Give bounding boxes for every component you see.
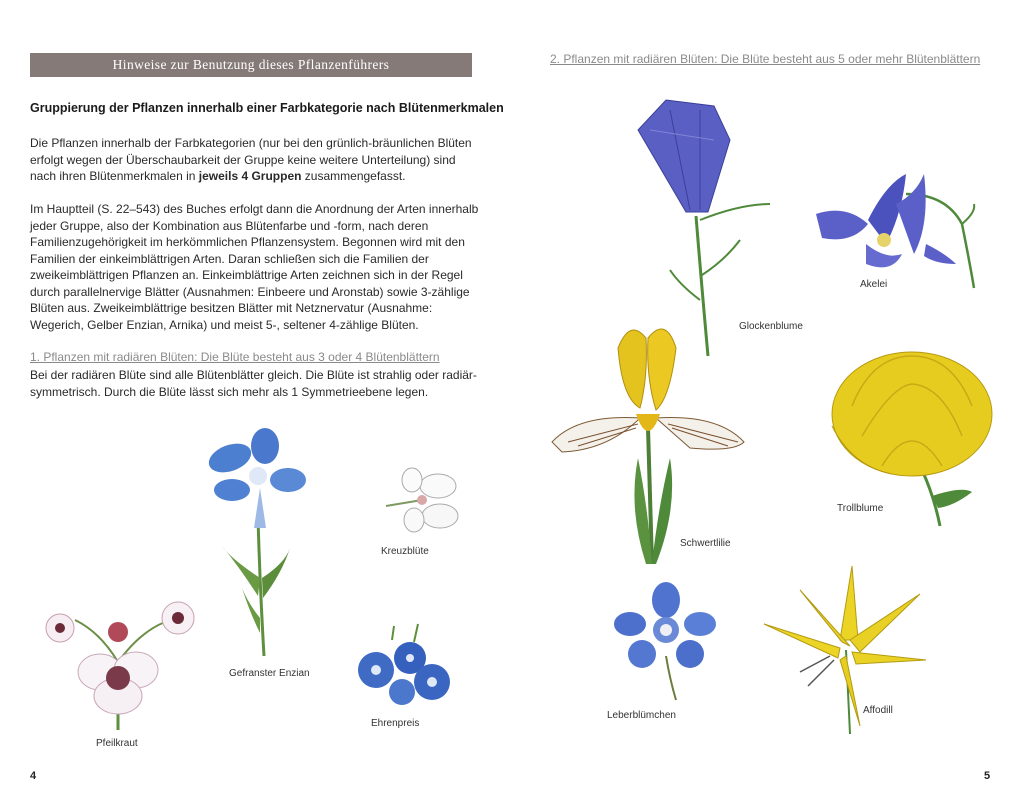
section-1-description: Bei der radiären Blüte sind alle Blütenblätter gleich. Die Blüte ist strahlig oder radiär-symmetrisch. Durch die Blüte lässt sich mehr als 1 Symmetrieebene legen. bbox=[30, 368, 477, 399]
caption-ehrenpreis: Ehrenpreis bbox=[371, 718, 420, 729]
intro-text-bold: jeweils 4 Gruppen bbox=[198, 169, 302, 183]
akelei-illustration bbox=[806, 164, 978, 290]
trollblume-illustration bbox=[822, 346, 1000, 528]
page-number-right: 5 bbox=[984, 770, 991, 782]
caption-kreuzbluete: Kreuzblüte bbox=[381, 546, 429, 557]
intro-text-start: Die Pflanzen innerhalb der Farbkategorien (nur bei den grünlich-bräunlichen Blüten erfolgt wegen der Überschaubarkeit der Gruppe keine weitere Unterteilung) sind nach ihren Blütenmerkmalen in bbox=[30, 136, 472, 183]
caption-trollblume: Trollblume bbox=[837, 503, 884, 514]
section-2-title[interactable]: 2. Pflanzen mit radiären Blüten: Die Blüte besteht aus 5 oder mehr Blütenblättern bbox=[550, 52, 981, 66]
caption-schwertlilie: Schwertlilie bbox=[680, 538, 731, 549]
caption-affodill: Affodill bbox=[863, 705, 893, 716]
intro-paragraph bbox=[30, 135, 480, 185]
caption-pfeilkraut: Pfeilkraut bbox=[96, 738, 138, 749]
section-1-title[interactable]: 1. Pflanzen mit radiären Blüten: Die Blüte besteht aus 3 oder 4 Blütenblättern bbox=[30, 350, 440, 364]
caption-gefranster-enzian: Gefranster Enzian bbox=[229, 668, 310, 679]
page-heading: Gruppierung der Pflanzen innerhalb einer Farbkategorie nach Blütenmerkmalen bbox=[30, 101, 504, 115]
page-number-left: 4 bbox=[30, 770, 37, 782]
arrangement-paragraph: Im Hauptteil (S. 22–543) des Buches erfolgt dann die Anordnung der Arten innerhalb jeder Gruppe, also der Kombination aus Blütenfarbe und -form, nach deren Familienzugehörigkeit im herkömmlichen Pflanzensystem. Begonnen wird mit den Familien der einkeimblättrigen Arten. Daran schließen sich die Familien der zweikeimblättrigen Pflanzen an. Einkeimblättrige Arten zeichnen sich in der Regel durch parallelnervige Blätter (Ausnahmen: Einbeere und Aronstab) sowie 3-zählige Blüten aus. Zweikeimblättrige besitzen Blätter mit Netznervatur (Ausnahme: Wegerich, Gelber Enzian, Arnika) und meist 5-, seltener 4-zählige Blüten. bbox=[30, 202, 479, 332]
caption-akelei: Akelei bbox=[860, 279, 888, 290]
schwertlilie-illustration bbox=[548, 318, 748, 566]
intro-text-end: zusammengefasst. bbox=[301, 169, 406, 183]
ehrenpreis-illustration bbox=[352, 620, 456, 710]
caption-glockenblume: Glockenblume bbox=[739, 321, 803, 332]
gefranster-enzian-illustration bbox=[190, 428, 310, 658]
leberbluemchen-illustration bbox=[616, 586, 714, 702]
affodill-illustration bbox=[760, 560, 930, 736]
caption-leberbluemchen: Leberblümchen bbox=[607, 710, 676, 721]
right-page bbox=[510, 0, 1020, 793]
kreuzbluete-illustration bbox=[380, 466, 464, 536]
pfeilkraut-illustration bbox=[30, 592, 200, 732]
section-banner: Hinweise zur Benutzung dieses Pflanzenführers bbox=[30, 53, 472, 77]
